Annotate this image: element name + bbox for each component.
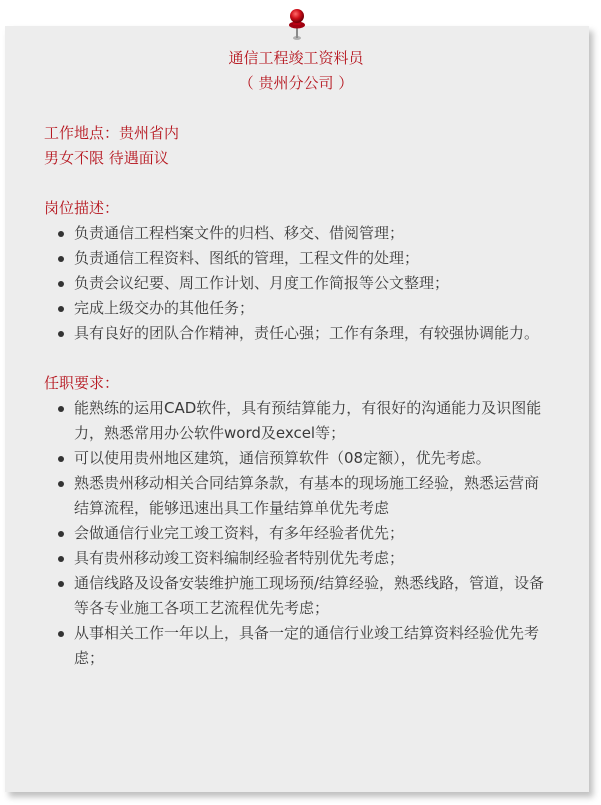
requirements-heading: 任职要求： (44, 374, 120, 392)
bullet-icon (58, 281, 64, 287)
bullet-icon (58, 481, 64, 487)
list-item: 负责会议纪要、周工作计划、月度工作简报等公文整理； (74, 271, 548, 296)
bullet-icon (58, 331, 64, 337)
branch-subtitle: （ 贵州分公司 ） (238, 74, 354, 92)
bullet-icon (58, 456, 64, 462)
bullet-icon (58, 406, 64, 412)
list-item: 从事相关工作一年以上，具备一定的通信行业竣工结算资料经验优先考虑； (74, 621, 548, 671)
list-item: 完成上级交办的其他任务； (74, 296, 548, 321)
list-item: 具有良好的团队合作精神，责任心强；工作有条理，有较强协调能力。 (74, 321, 548, 346)
duties-heading: 岗位描述： (44, 199, 120, 217)
list-item: 负责通信工程档案文件的归档、移交、借阅管理； (74, 221, 548, 246)
pushpin-icon (286, 8, 308, 44)
duties-list (44, 221, 548, 346)
bullet-icon (58, 631, 64, 637)
list-item: 通信线路及设备安装维护施工现场预/结算经验，熟悉线路，管道，设备等各专业施工各项工艺流程优先考虑； (74, 571, 548, 621)
list-item: 具有贵州移动竣工资料编制经验者特别优先考虑； (74, 546, 548, 571)
bullet-icon (58, 531, 64, 537)
work-location: 工作地点：贵州省内 (44, 124, 180, 142)
bullet-icon (58, 231, 64, 237)
list-item: 负责通信工程资料、图纸的管理，工程文件的处理； (74, 246, 548, 271)
requirements-list (44, 396, 548, 671)
bullet-icon (58, 306, 64, 312)
list-item: 熟悉贵州移动相关合同结算条款，有基本的现场施工经验，熟悉运营商结算流程，能够迅速出具工作量结算单优先考虑 (74, 471, 548, 521)
bullet-icon (58, 556, 64, 562)
list-item: 能熟练的运用CAD软件，具有预结算能力，有很好的沟通能力及识图能力，熟悉常用办公软件word及excel等； (74, 396, 548, 446)
bullet-icon (58, 581, 64, 587)
bullet-icon (58, 256, 64, 262)
posting-content (44, 46, 548, 671)
list-item: 会做通信行业完工竣工资料，有多年经验者优先； (74, 521, 548, 546)
list-item: 可以使用贵州地区建筑，通信预算软件（08定额），优先考虑。 (74, 446, 548, 471)
employment-terms: 男女不限 待遇面议 (44, 149, 169, 167)
job-title: 通信工程竣工资料员 (228, 49, 364, 67)
